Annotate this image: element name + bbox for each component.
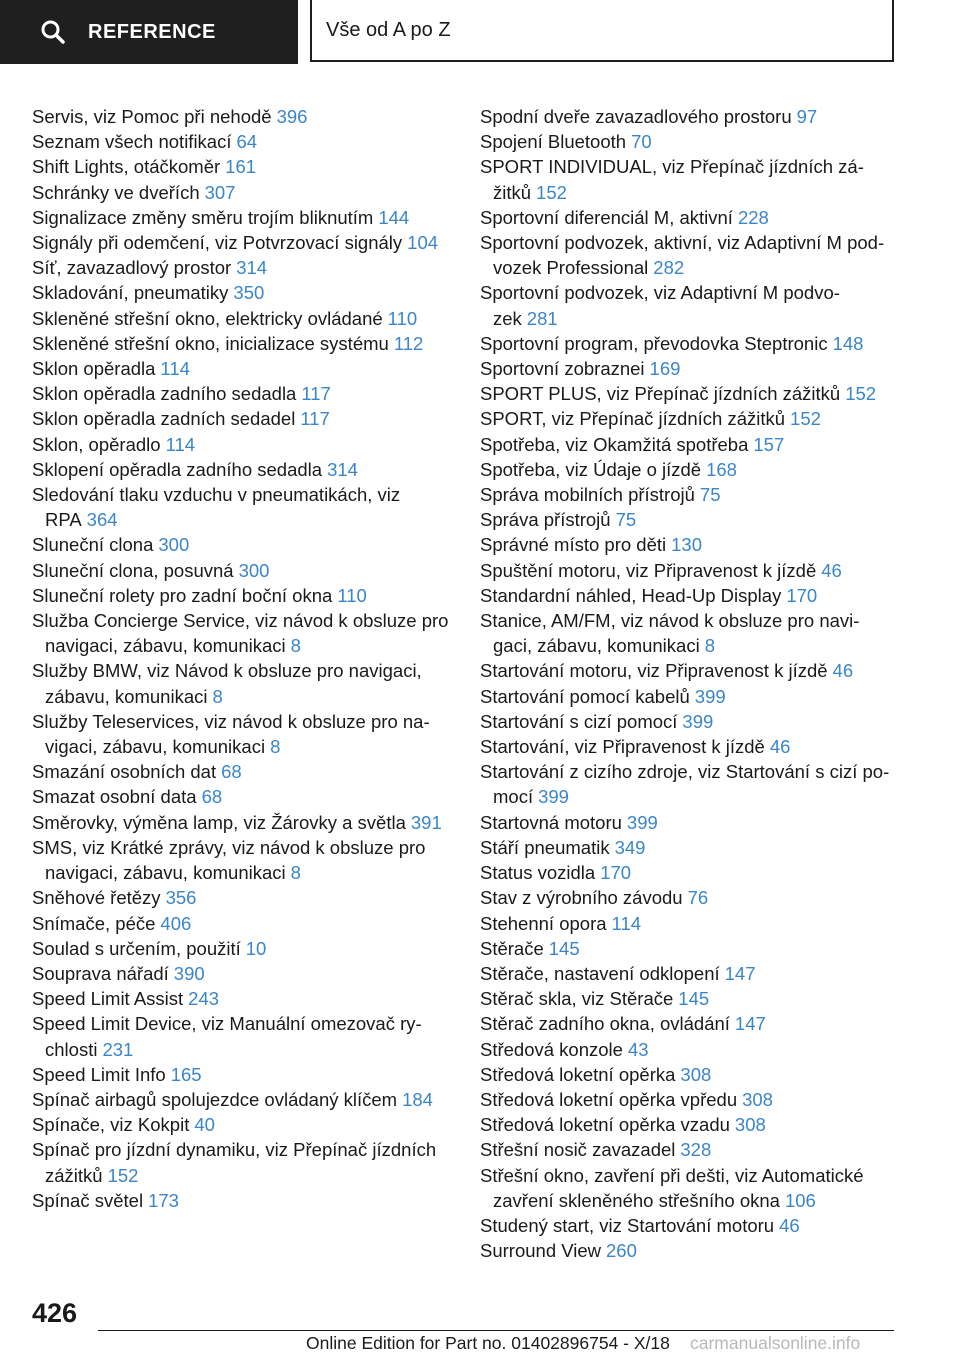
page-reference-link[interactable]: 106 — [784, 1189, 816, 1211]
index-entry — [480, 104, 890, 129]
index-entry-text: Sportovní program, převodovka Steptronic — [480, 332, 828, 354]
page-reference-link[interactable]: 157 — [753, 433, 785, 455]
index-entry-text: Sledování tlaku vzduchu v pneumatikách, viz RPA — [32, 484, 401, 531]
index-entry — [32, 1188, 462, 1213]
page-reference-link[interactable]: 144 — [378, 206, 410, 228]
index-entry-text: Sklon opěradla zadních sedadel — [32, 408, 296, 430]
index-entry-text: Spínač světel — [32, 1189, 144, 1211]
index-entry — [480, 835, 890, 860]
index-entry — [32, 810, 462, 835]
page-reference-link[interactable]: 356 — [165, 887, 197, 909]
page-reference-link[interactable]: 46 — [779, 1214, 800, 1236]
page-reference-link[interactable]: 349 — [614, 836, 646, 858]
page-reference-link[interactable]: 46 — [769, 736, 791, 758]
page-reference-link[interactable]: 152 — [536, 181, 567, 203]
index-entry — [480, 608, 890, 658]
index-entry — [32, 936, 462, 961]
page-reference-link[interactable]: 399 — [538, 786, 569, 808]
index-entry — [32, 532, 462, 557]
page-reference-link[interactable]: 64 — [236, 131, 258, 153]
page-reference-link[interactable]: 300 — [238, 559, 270, 581]
index-entry-text: Stanice, AM/FM, viz návod k obsluze pro navigaci, zábavu, komunikaci — [480, 610, 860, 657]
index-entry — [480, 658, 890, 683]
index-entry — [480, 129, 890, 154]
index-entry-text: Status vozidla — [480, 862, 596, 884]
index-entry — [480, 1238, 890, 1263]
index-entry-text: Skleněné střešní okno, inicializace systému — [32, 332, 389, 354]
index-entry-text: Surround View — [480, 1240, 602, 1262]
page-reference-link[interactable]: 281 — [526, 307, 558, 329]
index-entry-text: Signály při odemčení, viz Potvrzovací signály — [32, 232, 403, 254]
index-entry — [480, 936, 890, 961]
page-reference-link[interactable]: 391 — [410, 811, 442, 833]
index-entry — [32, 1137, 462, 1187]
page-reference-link[interactable]: 40 — [194, 1114, 215, 1136]
index-entry — [480, 734, 890, 759]
page-reference-link[interactable]: 8 — [290, 635, 301, 657]
page-reference-link[interactable]: 308 — [742, 1088, 773, 1110]
index-entry-text: Sportovní podvozek, aktivní, viz Adaptivní M podvozek Professional — [480, 232, 885, 279]
page-reference-link[interactable]: 184 — [402, 1088, 433, 1110]
reference-label: REFERENCE — [88, 20, 216, 43]
page-reference-link[interactable]: 308 — [734, 1114, 766, 1136]
index-entry — [480, 205, 890, 230]
index-entry — [32, 129, 462, 154]
index-entry — [32, 835, 462, 885]
index-entry-text: Stehenní opora — [480, 912, 607, 934]
index-entry-text: Sklopení opěradla zadního sedadla — [32, 458, 323, 480]
page-reference-link[interactable]: 350 — [233, 282, 265, 304]
section-tab[interactable] — [310, 0, 894, 62]
index-entry-text: Stěrače — [480, 937, 544, 959]
page-reference-link[interactable]: 152 — [845, 383, 877, 405]
page-reference-link[interactable]: 110 — [387, 307, 418, 329]
page-reference-link[interactable]: 173 — [148, 1189, 179, 1211]
index-entry — [480, 860, 890, 885]
index-entry — [32, 406, 462, 431]
index-entry-text: Skleněné střešní okno, elektricky ovládané — [32, 307, 383, 329]
index-entry-text: Spínače, viz Kokpit — [32, 1114, 190, 1136]
page-reference-link[interactable]: 314 — [327, 458, 358, 480]
page-reference-link[interactable]: 152 — [790, 408, 821, 430]
page-header — [0, 0, 960, 66]
index-entry — [480, 961, 890, 986]
index-entry-text: Souprava nářadí — [32, 962, 169, 984]
index-entry — [32, 1087, 462, 1112]
page-reference-link[interactable]: 228 — [737, 206, 769, 228]
index-entry — [32, 583, 462, 608]
index-entry-text: Speed Limit Device, viz Manuální omezovač rychlosti — [32, 1013, 422, 1060]
index-entry — [32, 986, 462, 1011]
index-entry-text: Sluneční clona, posuvná — [32, 559, 234, 581]
page-reference-link[interactable]: 308 — [680, 1063, 712, 1085]
page-reference-link[interactable]: 76 — [687, 887, 709, 909]
index-entry-text: Správné místo pro děti — [480, 534, 667, 556]
index-entry-text: Spotřeba, viz Okamžitá spotřeba — [480, 433, 749, 455]
index-entry-text: Startování, viz Připravenost k jízdě — [480, 736, 765, 758]
page-reference-link[interactable]: 307 — [204, 181, 236, 203]
page-reference-link[interactable]: 114 — [160, 358, 190, 380]
index-entry-text: Studený start, viz Startování motoru — [480, 1214, 775, 1236]
page-reference-link[interactable]: 110 — [337, 584, 367, 606]
index-entry — [32, 457, 462, 482]
index-entry — [480, 331, 890, 356]
index-entry — [32, 608, 462, 658]
page-reference-link[interactable]: 328 — [680, 1139, 712, 1161]
index-entry-text: SPORT, viz Přepínač jízdních zážitků — [480, 408, 786, 430]
index-entry — [480, 154, 890, 204]
page-reference-link[interactable]: 114 — [165, 433, 196, 455]
index-entry-text: Sluneční clona — [32, 534, 154, 556]
page-reference-link[interactable]: 399 — [626, 811, 658, 833]
page-reference-link[interactable]: 147 — [734, 1013, 766, 1035]
index-entry — [32, 558, 462, 583]
index-entry-text: Standardní náhled, Head-Up Display — [480, 584, 782, 606]
index-entry — [32, 154, 462, 179]
index-entry — [480, 885, 890, 910]
index-entry-text: Středová loketní opěrka vzadu — [480, 1114, 730, 1136]
index-entry — [32, 961, 462, 986]
index-entry — [480, 457, 890, 482]
index-entry-text: Seznam všech notifikací — [32, 131, 232, 153]
index-entry-text: Startování motoru, viz Připravenost k jízdě — [480, 660, 828, 682]
page-reference-link[interactable]: 46 — [832, 660, 854, 682]
page-reference-link[interactable]: 8 — [704, 635, 715, 657]
page-reference-link[interactable]: 68 — [201, 786, 223, 808]
index-entry-text: Směrovky, výměna lamp, viz Žárovky a světla — [32, 811, 406, 833]
page-reference-link[interactable]: 75 — [699, 484, 721, 506]
index-entry — [480, 507, 890, 532]
page-reference-link[interactable]: 70 — [631, 131, 652, 153]
index-entry — [480, 356, 890, 381]
footer-divider — [98, 1330, 894, 1331]
page-reference-link[interactable]: 161 — [225, 156, 257, 178]
page-reference-link[interactable]: 117 — [301, 383, 331, 405]
search-icon — [40, 19, 66, 45]
index-entry — [480, 1037, 890, 1062]
index-entry-text: Střešní okno, zavření při dešti, viz Automatické zavření skleněného střešního okna — [480, 1164, 864, 1211]
page-reference-link[interactable]: 364 — [86, 509, 118, 531]
index-entry — [32, 1112, 462, 1137]
page-reference-link[interactable]: 148 — [832, 332, 864, 354]
index-entry — [32, 230, 462, 255]
reference-tab[interactable] — [0, 0, 298, 64]
index-entry — [32, 255, 462, 280]
index-entry-text: Startování s cizí pomocí — [480, 710, 678, 732]
index-entry-text: Stěrače, nastavení odklopení — [480, 962, 720, 984]
index-entry — [32, 1062, 462, 1087]
index-entry-text: Skladování, pneumatiky — [32, 282, 229, 304]
page-reference-link[interactable]: 46 — [821, 559, 842, 581]
page-reference-link[interactable]: 168 — [706, 458, 737, 480]
index-entry — [32, 331, 462, 356]
index-entry-text: Správa přístrojů — [480, 509, 611, 531]
index-entry-text: Služby Teleservices, viz návod k obsluze pro navigaci, zábavu, komunikaci — [32, 710, 430, 758]
index-entry — [32, 658, 462, 708]
page-reference-link[interactable]: 165 — [170, 1063, 202, 1085]
index-entry-text: Spojení Bluetooth — [480, 131, 627, 153]
page-reference-link[interactable]: 300 — [158, 534, 190, 556]
index-entry-text: Spuštění motoru, viz Připravenost k jízdě — [480, 559, 817, 581]
page-reference-link[interactable]: 147 — [724, 962, 756, 984]
index-entry-text: Spodní dveře zavazadlového prostoru — [480, 106, 792, 127]
index-entry — [32, 306, 462, 331]
page-reference-link[interactable]: 68 — [221, 761, 242, 783]
index-entry — [32, 280, 462, 305]
index-entry — [480, 406, 890, 431]
page-reference-link[interactable]: 243 — [188, 988, 220, 1010]
index-entry-text: Smazání osobních dat — [32, 761, 217, 783]
index-entry — [480, 810, 890, 835]
page-reference-link[interactable]: 104 — [407, 232, 439, 254]
index-entry-text: Startování pomocí kabelů — [480, 685, 690, 707]
index-entry-text: Středová loketní opěrka vpředu — [480, 1088, 738, 1110]
index-entry-text: SPORT PLUS, viz Přepínač jízdních zážitků — [480, 383, 841, 405]
page-reference-link[interactable]: 314 — [236, 257, 268, 279]
page-reference-link[interactable]: 114 — [611, 912, 642, 934]
page-reference-link[interactable]: 117 — [300, 408, 330, 430]
index-entry-text: Startovná motoru — [480, 811, 622, 833]
page-reference-link[interactable]: 282 — [653, 257, 685, 279]
page-reference-link[interactable]: 75 — [615, 509, 637, 531]
index-column-right — [480, 104, 890, 1263]
index-entry — [32, 432, 462, 457]
index-entry-text: Sklon, opěradlo — [32, 433, 161, 455]
index-column-left — [32, 104, 462, 1213]
index-entry-text: Sportovní zobraznei — [480, 358, 645, 380]
index-entry-text: Servis, viz Pomoc při nehodě — [32, 106, 272, 127]
page-reference-link[interactable]: 130 — [671, 534, 702, 556]
index-entry-text: Sněhové řetězy — [32, 887, 161, 909]
index-entry — [480, 280, 890, 330]
index-entry — [480, 1213, 890, 1238]
index-entry-text: Sluneční rolety pro zadní boční okna — [32, 584, 333, 606]
index-entry-text: Smazat osobní data — [32, 786, 197, 808]
index-entry-text: Signalizace změny směru trojím bliknutím — [32, 206, 374, 228]
page-reference-link[interactable]: 170 — [786, 584, 818, 606]
index-entry — [480, 1112, 890, 1137]
index-entry — [32, 482, 462, 532]
index-entry — [480, 759, 890, 809]
index-entry-text: Schránky ve dveřích — [32, 181, 200, 203]
page-reference-link[interactable]: 8 — [270, 736, 281, 758]
page-reference-link[interactable]: 8 — [290, 862, 301, 884]
index-entry-text: Startování z cizího zdroje, viz Startování s cizí pomocí — [480, 761, 890, 808]
index-entry — [32, 1011, 462, 1061]
index-entry — [32, 205, 462, 230]
page-reference-link[interactable]: 406 — [160, 912, 192, 934]
index-entry-text: Služba Concierge Service, viz návod k obsluze pro navigaci, zábavu, komunikaci — [32, 610, 449, 657]
page-reference-link[interactable]: 152 — [107, 1164, 139, 1186]
index-entry-text: SMS, viz Krátké zprávy, viz návod k obsluze pro navigaci, zábavu, komunikaci — [32, 836, 426, 884]
index-entry-text: Správa mobilních přístrojů — [480, 484, 695, 506]
index-entry — [480, 709, 890, 734]
index-entry-text: Spínač airbagů spolujezdce ovládaný klíčem — [32, 1088, 398, 1110]
index-entry-text: Spotřeba, viz Údaje o jízdě — [480, 458, 702, 480]
page-reference-link[interactable]: 170 — [600, 862, 632, 884]
page-reference-link[interactable]: 260 — [606, 1240, 637, 1262]
index-entry — [32, 381, 462, 406]
page-number: 426 — [32, 1298, 78, 1328]
index-entry-text: Střešní nosič zavazadel — [480, 1139, 676, 1161]
page-reference-link[interactable]: 399 — [694, 685, 726, 707]
index-entry — [480, 381, 890, 406]
index-entry — [32, 784, 462, 809]
page-reference-link[interactable]: 169 — [649, 358, 681, 380]
index-entry — [480, 911, 890, 936]
page-reference-link[interactable]: 145 — [548, 937, 580, 959]
index-entry-text: Sklon opěradla zadního sedadla — [32, 383, 297, 405]
index-entry-text: Služby BMW, viz Návod k obsluze pro navigaci, zábavu, komunikaci — [32, 660, 422, 707]
index-entry — [480, 1087, 890, 1112]
page-reference-link[interactable]: 390 — [173, 962, 205, 984]
index-entry — [32, 885, 462, 910]
index-entry — [480, 1163, 890, 1213]
index-entry-text: Speed Limit Info — [32, 1063, 166, 1085]
index-entry-text: Spínač pro jízdní dynamiku, viz Přepínač jízdních zážitků — [32, 1139, 437, 1186]
index-entry — [480, 583, 890, 608]
index-entry — [480, 432, 890, 457]
index-entry-text: Stěrač zadního okna, ovládání — [480, 1013, 730, 1035]
index-entry-text: Shift Lights, otáčkoměr — [32, 156, 221, 178]
index-entry — [32, 356, 462, 381]
page-reference-link[interactable]: 396 — [276, 106, 308, 127]
index-entry-text: Středová loketní opěrka — [480, 1063, 676, 1085]
index-entry-text: Soulad s určením, použití — [32, 937, 241, 959]
index-entry-text: Sportovní diferenciál M, aktivní — [480, 206, 733, 228]
index-entry — [32, 709, 462, 759]
index-entry-text: Sklon opěradla — [32, 358, 156, 380]
index-entry — [480, 1137, 890, 1162]
edition-text: Online Edition for Part no. 01402896754 - X/18 — [306, 1333, 670, 1353]
index-entry-text: Sportovní podvozek, viz Adaptivní M podvozek — [480, 282, 840, 329]
index-entry — [480, 684, 890, 709]
index-entry — [32, 104, 462, 129]
index-entry — [480, 230, 890, 280]
index-entry — [480, 532, 890, 557]
index-entry — [32, 911, 462, 936]
index-entry-text: Síť, zavazadlový prostor — [32, 257, 232, 279]
index-entry — [480, 1062, 890, 1087]
watermark: carmanualsonline.info — [690, 1333, 861, 1353]
page-reference-link[interactable]: 145 — [678, 988, 710, 1010]
page-reference-link[interactable]: 231 — [102, 1038, 134, 1060]
index-entry — [32, 180, 462, 205]
page-reference-link[interactable]: 97 — [796, 106, 818, 127]
page-reference-link[interactable]: 43 — [627, 1038, 649, 1060]
page-reference-link[interactable]: 112 — [393, 332, 424, 354]
index-entry — [480, 986, 890, 1011]
section-title: Vše od A po Z — [326, 18, 451, 41]
page-reference-link[interactable]: 8 — [212, 685, 223, 707]
index-entry — [480, 1011, 890, 1036]
index-entry — [32, 759, 462, 784]
page-reference-link[interactable]: 10 — [245, 937, 267, 959]
page-reference-link[interactable]: 399 — [682, 710, 714, 732]
index-entry-text: SPORT INDIVIDUAL, viz Přepínač jízdních zážitků — [480, 156, 864, 203]
index-entry-text: Stav z výrobního závodu — [480, 887, 683, 909]
index-entry-text: Speed Limit Assist — [32, 988, 184, 1010]
index-entry-text: Středová konzole — [480, 1038, 623, 1060]
index-entry — [480, 482, 890, 507]
index-entry-text: Snímače, péče — [32, 912, 156, 934]
index-entry-text: Stěrač skla, viz Stěrače — [480, 988, 674, 1010]
index-entry — [480, 558, 890, 583]
index-entry-text: Stáří pneumatik — [480, 836, 610, 858]
